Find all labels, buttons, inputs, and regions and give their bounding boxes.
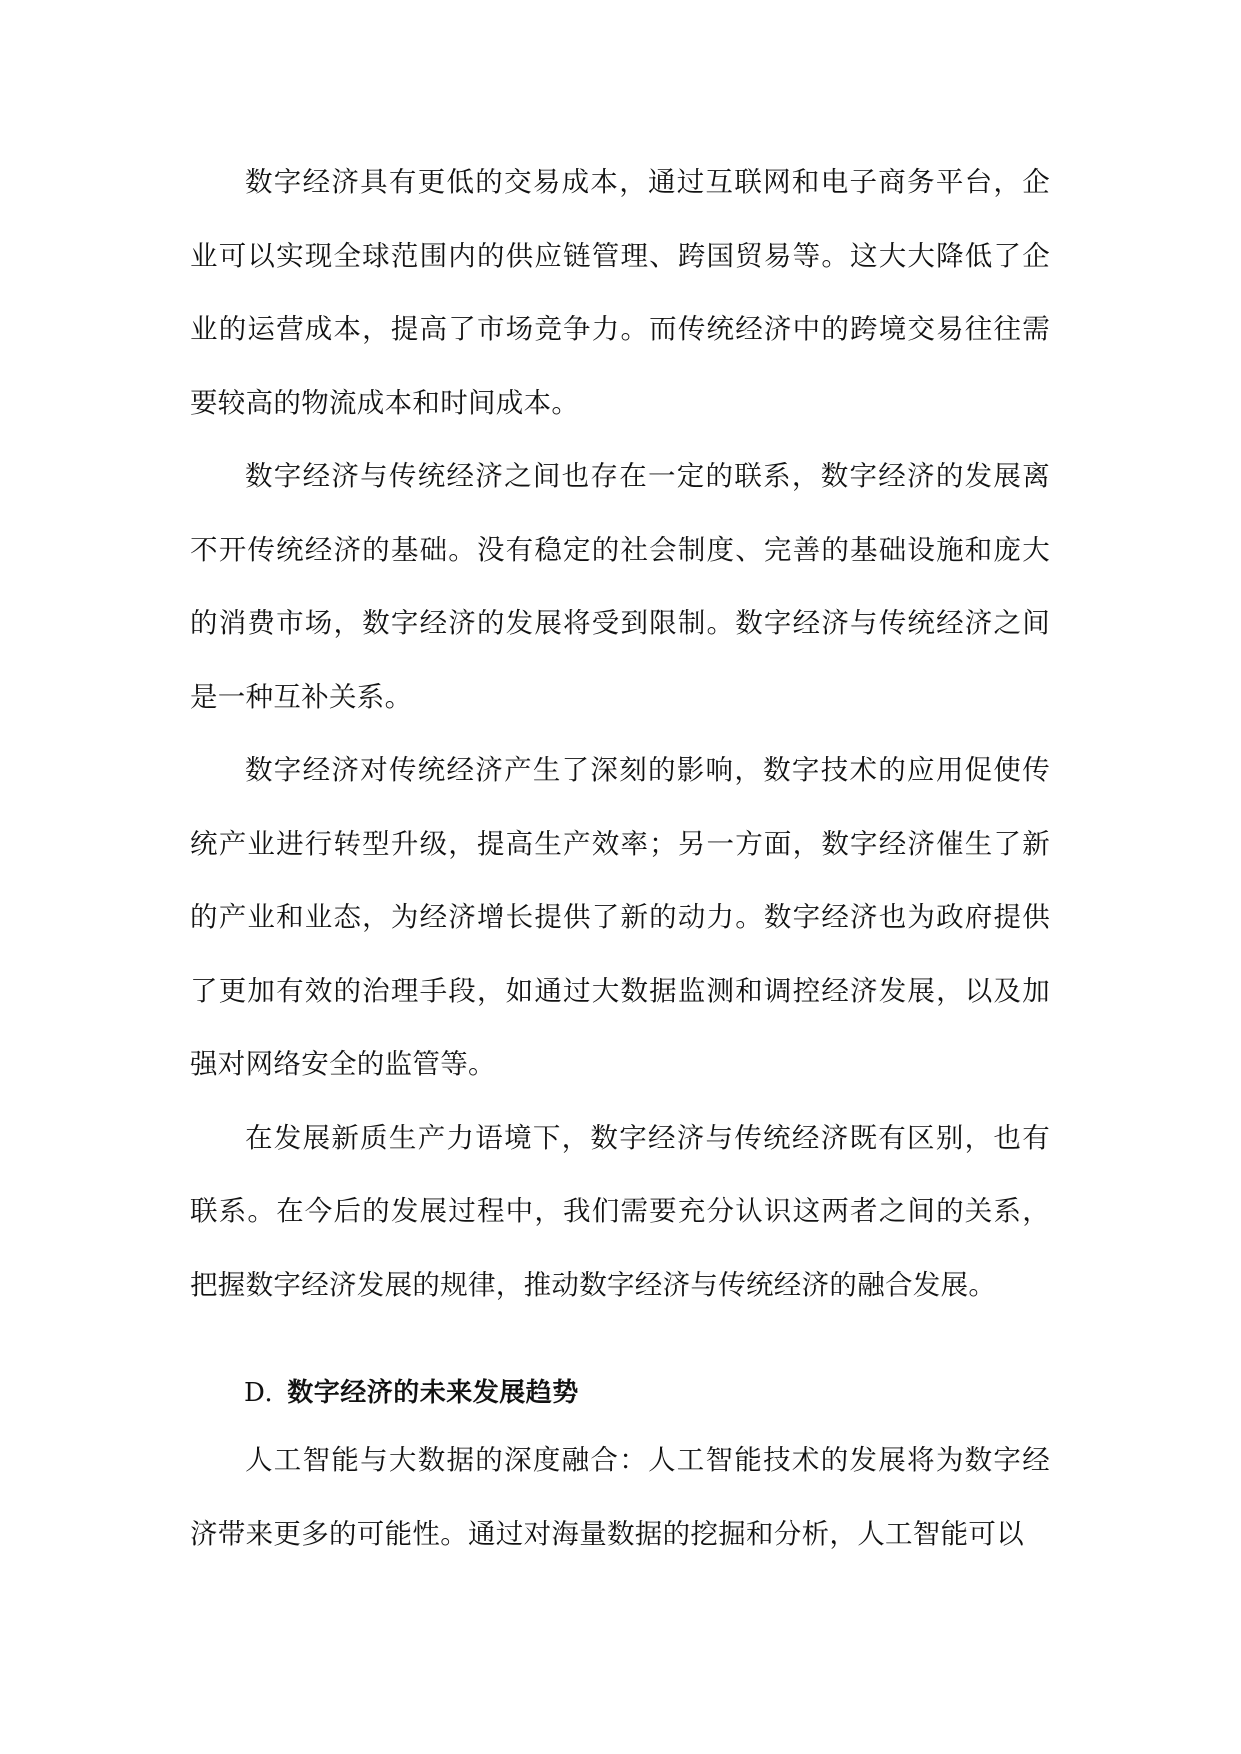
section-heading-title: 数字经济的未来发展趋势 bbox=[287, 1378, 579, 1408]
paragraph-connection: 数字经济与传统经济之间也存在一定的联系，数字经济的发展离不开传统经济的基础。没有稳定的社会制度、完善的基础设施和庞大的消费市场，数字经济的发展将受到限制。数字经济与传统经济之间是一种互补关系。 bbox=[190, 460, 1050, 713]
paragraph-ai-bigdata: 人工智能与大数据的深度融合：人工智能技术的发展将为数字经济带来更多的可能性。通过对海量数据的挖掘和分析，人工智能可以 bbox=[190, 1444, 1050, 1550]
section-heading bbox=[190, 1362, 1050, 1424]
paragraph-conclusion: 在发展新质生产力语境下，数字经济与传统经济既有区别，也有联系。在今后的发展过程中，我们需要充分认识这两者之间的关系，把握数字经济发展的规律，推动数字经济与传统经济的融合发展。 bbox=[190, 1121, 1050, 1301]
section-heading-label: D. bbox=[244, 1378, 274, 1408]
paragraph-transaction-cost: 数字经济具有更低的交易成本，通过互联网和电子商务平台，企业可以实现全球范围内的供应链管理、跨国贸易等。这大大降低了企业的运营成本，提高了市场竞争力。而传统经济中的跨境交易往往需要较高的物流成本和时间成本。 bbox=[190, 166, 1050, 419]
document-body bbox=[190, 146, 1050, 1571]
paragraph-impact: 数字经济对传统经济产生了深刻的影响，数字技术的应用促使传统产业进行转型升级，提高生产效率；另一方面，数字经济催生了新的产业和业态，为经济增长提供了新的动力。数字经济也为政府提供了更加有效的治理手段，如通过大数据监测和调控经济发展，以及加强对网络安全的监管等。 bbox=[190, 754, 1050, 1080]
